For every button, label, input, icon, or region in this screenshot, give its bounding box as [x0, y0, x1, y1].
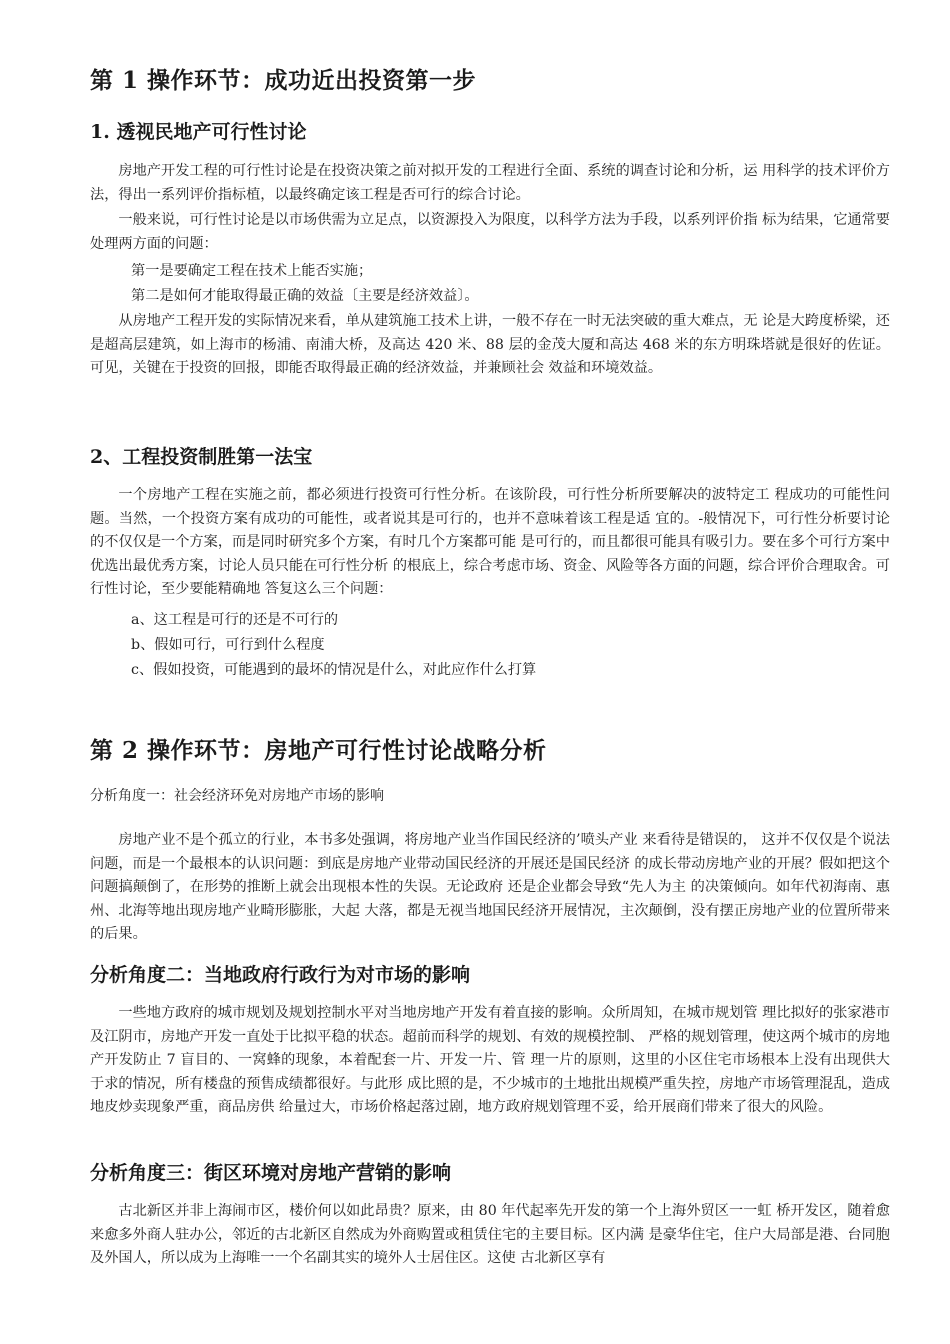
section-2-title: 第 2 操作环节：房地产可行性讨论战略分析	[90, 737, 547, 764]
paragraph: 一个房地产工程在实施之前，都必须进行投资可行性分析。在该阶段，可行性分析所要解决的波特定工 程成功的可能性问题。当然，一个投资方案有成功的可能性，或者说其是可行的，也并不意味着该工程是适 宜的。-般情况下，可行性分析要讨论的不仅仅是一个方案，而是同时研究多个方案，有时几个方案都可能 是可行的，而且都很可能具有吸引力。要在多个可行方案中优选出最优秀方案，讨论人员只能在可行性分析 的根底上，综合考虑市场、资金、风险等各方面的问题，综合评价合理取舍。可行性讨论，至少要能精确地 答复这么三个问题：	[90, 487, 890, 597]
paragraph: 古北新区并非上海闹市区，楼价何以如此昂贵？原来，由 80 年代起率先开发的第一个上海外贸区一一虹 桥开发区，随着愈来愈多外商人驻办公，邻近的古北新区自然成为外商购置或租赁住宅的主要目标。区内满 是豪华住宅，住户大局部是港、台同胞及外国人，所以成为上海唯一一个名副其实的境外人士居住区。这使 古北新区享有	[90, 1203, 890, 1266]
subsection-1-heading: 1. 透视民地产可行性讨论	[90, 121, 307, 143]
paragraph: 房地产开发工程的可行性讨论是在投资决策之前对拟开发的工程进行全面、系统的调查讨论和分析，运 用科学的技术评价方法，得出一系列评价指标植，以最终确定该工程是否可行的综合讨论。	[90, 163, 890, 203]
list-item: 第一是要确定工程在技术上能否实施；	[131, 263, 373, 279]
paragraph: 一些地方政府的城市规划及规划控制水平对当地房地产开发有着直接的影响。众所周知，在城市规划管 理比拟好的张家港市及江阴市，房地产开发一直处于比拟平稳的状态。超前而科学的规划、有效的规模控制、 严格的规划管理，使这两个城市的房地产开发防止 7 盲目的、一窝蜂的现象，本着配套一片、开发一片、管 理一片的原则，这里的小区住宅市场根本上没有出现供大于求的情况，所有楼盘的预售成绩都很好。与此形 成比照的是，不少城市的土地批出规模严重失控，房地产市场管理混乱，造成地皮炒卖现象严重，商品房供 给量过大，市场价格起落过剧，地方政府规划管理不妥，给开展商们带来了很大的风险。	[90, 1005, 890, 1115]
list-item: a、这工程是可行的还是不可行的	[131, 612, 339, 628]
paragraph: 房地产业不是个孤立的行业，本书多处强调，将房地产业当作国民经济的’喷头产业 来看待是错误的， 这并不仅仅是个说法问题，而是一个最根本的认识问题：到底是房地产业带动国民经济的开展还是国民经济 的成长带动房地产业的开展？假如把这个问题搞颠倒了，在形势的推断上就会出现根本性的失误。无论政府 还是企业都会导致“先人为主 的决策倾向。如年代初海南、惠州、北海等地出现房地产业畸形膨胀，大起 大落，都是无视当地国民经济开展情况，主次颠倒，没有摆正房地产业的位置所带来的后果。	[90, 832, 890, 942]
subsection-2-heading: 2、工程投资制胜第一法宝	[90, 446, 313, 468]
list-item: b、假如可行，可行到什么程度	[131, 637, 325, 653]
section-1-title: 第 1 操作环节：成功近出投资第一步	[90, 67, 477, 94]
list-item: c、假如投资，可能遇到的最坏的情况是什么，对此应作什么打算	[131, 662, 537, 678]
angle-2-heading: 分析角度二：当地政府行政行为对市场的影响	[90, 964, 471, 986]
angle-3-heading: 分析角度三：街区环境对房地产营销的影响	[90, 1162, 452, 1184]
paragraph: 一般来说，可行性讨论是以市场供需为立足点，以资源投入为限度，以科学方法为手段，以系列评价指 标为结果，它通常要处理两方面的问题：	[90, 212, 890, 252]
angle-1-heading: 分析角度一：社会经济环免对房地产市场的影响	[90, 788, 384, 804]
paragraph: 从房地产工程开发的实际情况来看，单从建筑施工技术上讲，一般不存在一时无法突破的重大难点，无 论是大跨度桥梁，还是超高层建筑，如上海市的杨浦、南浦大桥，及高达 420 米、88 层的金茂大厦和高达 468 米的东方明珠塔就是很好的佐证。可见，关键在于投资的回报，即能否取得最正确的经济效益，并兼顾社会 效益和环境效益。	[90, 313, 890, 376]
list-item: 第二是如何才能取得最正确的效益〔主要是经济效益〕。	[131, 288, 479, 304]
